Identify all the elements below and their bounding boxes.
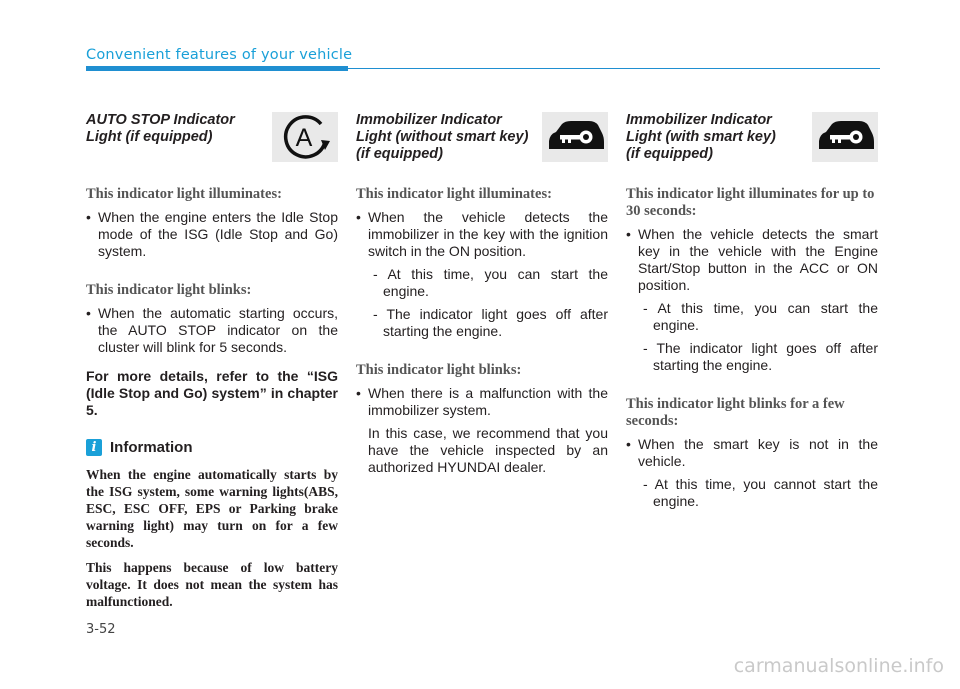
header-title: Convenient features of your vehicle [86,47,353,63]
auto-stop-icon [272,112,338,162]
watermark: carmanualsonline.info [733,655,944,677]
title-line: (if equipped) [356,146,443,162]
subheading: This indicator light blinks for a few seconds: [626,396,845,429]
bullet-item [86,209,338,260]
immobilizer-heading [626,112,878,164]
paragraph: In this case, we recommend that you have the vehicle inspected by an authorized HYUNDAI dealer. [368,425,608,475]
dash-item: - At this time, you can start the engine. [643,300,878,333]
title-line: AUTO STOP Indicator [86,112,235,128]
svg-text:A: A [295,124,313,152]
bullet-marker: • [86,305,91,321]
bullet-item [86,305,338,356]
title-line: (if equipped) [626,146,713,162]
subheading: This indicator light illuminates for up to 30 seconds: [626,186,875,219]
immobilizer-heading [356,112,608,164]
header-rule [348,68,880,69]
title-line: Immobilizer Indicator [356,112,502,128]
bullet-text: When the automatic starting occurs, the AUTO STOP indicator on the cluster will blink for 5 seconds. [98,305,338,355]
auto-stop-section [86,112,338,618]
bullet-marker: • [626,436,631,452]
dash-item: - The indicator light goes off after starting the engine. [373,306,608,339]
bullet-item [626,436,878,470]
info-icon: i [86,439,102,456]
subheading: This indicator light blinks: [86,282,252,298]
bullet-item [356,209,608,260]
reference-note: For more details, refer to the “ISG (Idle Stop and Go) system” in chapter 5. [86,368,338,418]
information-label: Information [110,439,193,456]
immobilizer-with-smart-key-section [626,112,878,516]
bullet-marker: • [86,209,91,225]
bullet-marker: • [626,226,631,242]
information-text: When the engine automatically starts by the ISG system, some warning lights(ABS, ESC, ESC OFF, EPS or Parking brake warning light) may turn on for a few seconds. [86,467,338,550]
bullet-marker: • [356,385,361,401]
bullet-item [356,385,608,419]
auto-stop-heading [86,112,338,164]
title-line: Light (with smart key) [626,129,776,145]
subheading: This indicator light illuminates: [86,186,282,202]
subheading: This indicator light blinks: [356,362,522,378]
header-bar [86,66,348,71]
bullet-text: When there is a malfunction with the immobilizer system. [368,385,608,418]
information-header [86,439,338,456]
dash-item: - At this time, you can start the engine. [373,266,608,299]
dash-item: - At this time, you cannot start the engine. [643,476,878,509]
bullet-marker: • [356,209,361,225]
title-line: Light (without smart key) [356,129,529,145]
dash-item: - The indicator light goes off after starting the engine. [643,340,878,373]
page-number: 3-52 [86,622,116,637]
bullet-text: When the engine enters the Idle Stop mode of the ISG (Idle Stop and Go) system. [98,209,338,259]
immobilizer-key-icon [542,112,608,162]
bullet-text: When the vehicle detects the immobilizer in the key with the ignition switch in the ON position. [368,209,608,259]
immobilizer-key-icon [812,112,878,162]
subheading: This indicator light illuminates: [356,186,552,202]
bullet-text: When the smart key is not in the vehicle. [638,436,878,469]
title-line: Light (if equipped) [86,129,213,145]
bullet-item [626,226,878,294]
title-line: Immobilizer Indicator [626,112,772,128]
information-text: This happens because of low battery voltage. It does not mean the system has malfunctioned. [86,560,338,609]
bullet-text: When the vehicle detects the smart key in the vehicle with the Engine Start/Stop button in the ACC or ON position. [638,226,878,293]
immobilizer-without-smart-key-section [356,112,608,482]
